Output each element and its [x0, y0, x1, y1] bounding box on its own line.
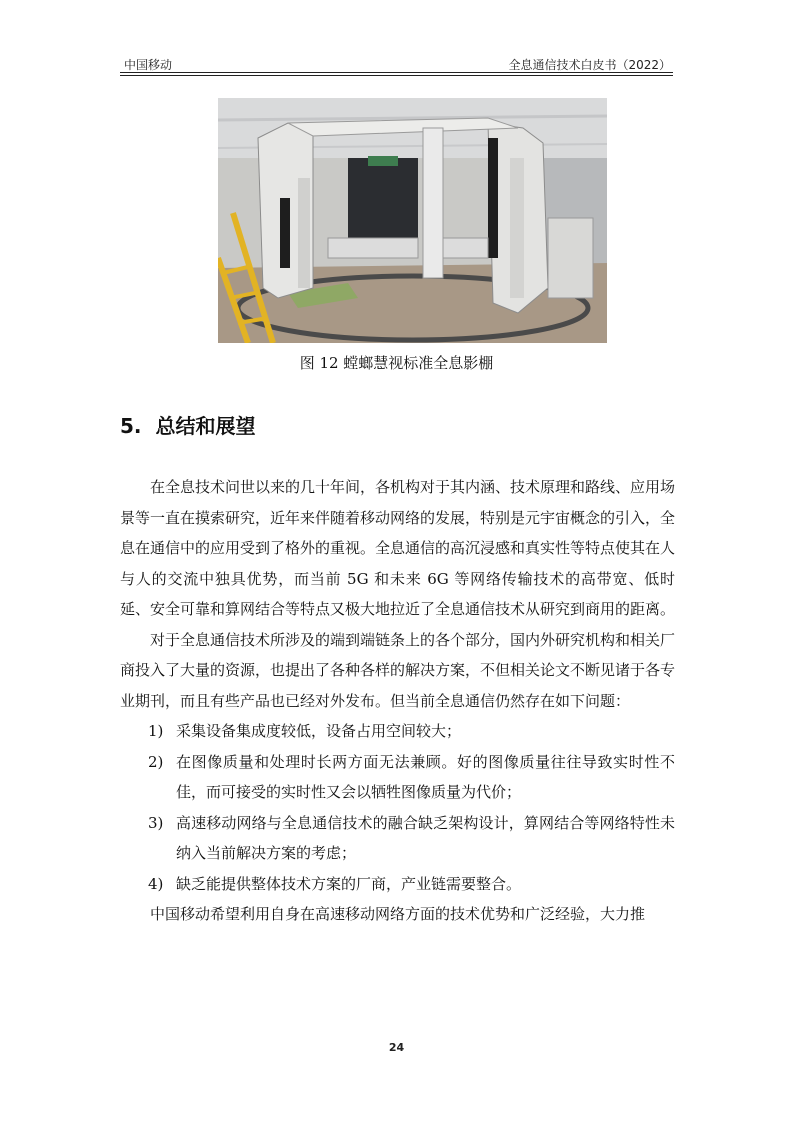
- list-item-text: 缺乏能提供整体技术方案的厂商，产业链需要整合。: [176, 874, 522, 893]
- section-number: 5.: [120, 414, 142, 438]
- list-item-text: 在图像质量和处理时长两方面无法兼顾。好的图像质量往往导致实时性不佳，而可接受的实时性又会以牺牲图像质量为代价；: [176, 752, 675, 801]
- page-header: [120, 54, 673, 74]
- header-rule-thin: [120, 75, 673, 76]
- header-doc-title: 全息通信技术白皮书（2022）: [508, 58, 671, 72]
- list-item: [120, 808, 675, 869]
- list-marker: 4): [148, 874, 164, 893]
- issue-list: [120, 716, 675, 899]
- paragraph: 中国移动希望利用自身在高速移动网络方面的技术优势和广泛经验，大力推: [150, 905, 646, 923]
- paragraph: 对于全息通信技术所涉及的端到端链条上的各个部分，国内外研究机构和相关厂商投入了大量的资源，也提出了各种各样的解决方案，不但相关论文不断见诸于各专业期刊，而且有些产品也已经对外发布。但当前全息通信仍然存在如下问题：: [120, 630, 676, 710]
- body-text: [120, 472, 675, 930]
- section-heading: [120, 410, 256, 439]
- list-item-text: 高速移动网络与全息通信技术的融合缺乏架构设计，算网结合等网络特性未纳入当前解决方案的考虑；: [176, 813, 675, 862]
- list-marker: 1): [148, 722, 164, 740]
- header-rule: [120, 72, 673, 73]
- paragraph: 在全息技术问世以来的几十年间，各机构对于其内涵、技术原理和路线、应用场景等一直在摸索研究，近年来伴随着移动网络的发展，特别是元宇宙概念的引入，全息在通信中的应用受到了格外的重视。全息通信的高沉浸感和真实性等特点使其在人与人的交流中独具优势，而当前 5G 和未来 6G 等网络传输技术的高带宽、低时延、安全可靠和算网结合等特点又极大地拉近了全息通信技术从研究到商用的距离。: [120, 478, 676, 618]
- page-number: 24: [388, 1041, 405, 1054]
- studio-photo-illustration: [218, 98, 607, 343]
- list-item: [120, 716, 675, 747]
- list-item: [120, 747, 675, 808]
- header-org: 中国移动: [124, 58, 173, 72]
- section-title-text: 总结和展望: [155, 414, 256, 438]
- studio-photo: [218, 98, 607, 343]
- list-marker: 3): [148, 813, 164, 832]
- list-item: [120, 869, 675, 900]
- list-item-text: 采集设备集成度较低，设备占用空间较大；: [176, 722, 462, 740]
- list-marker: 2): [148, 752, 164, 771]
- figure-caption: 图 12 螳螂慧视标准全息影棚: [299, 354, 494, 372]
